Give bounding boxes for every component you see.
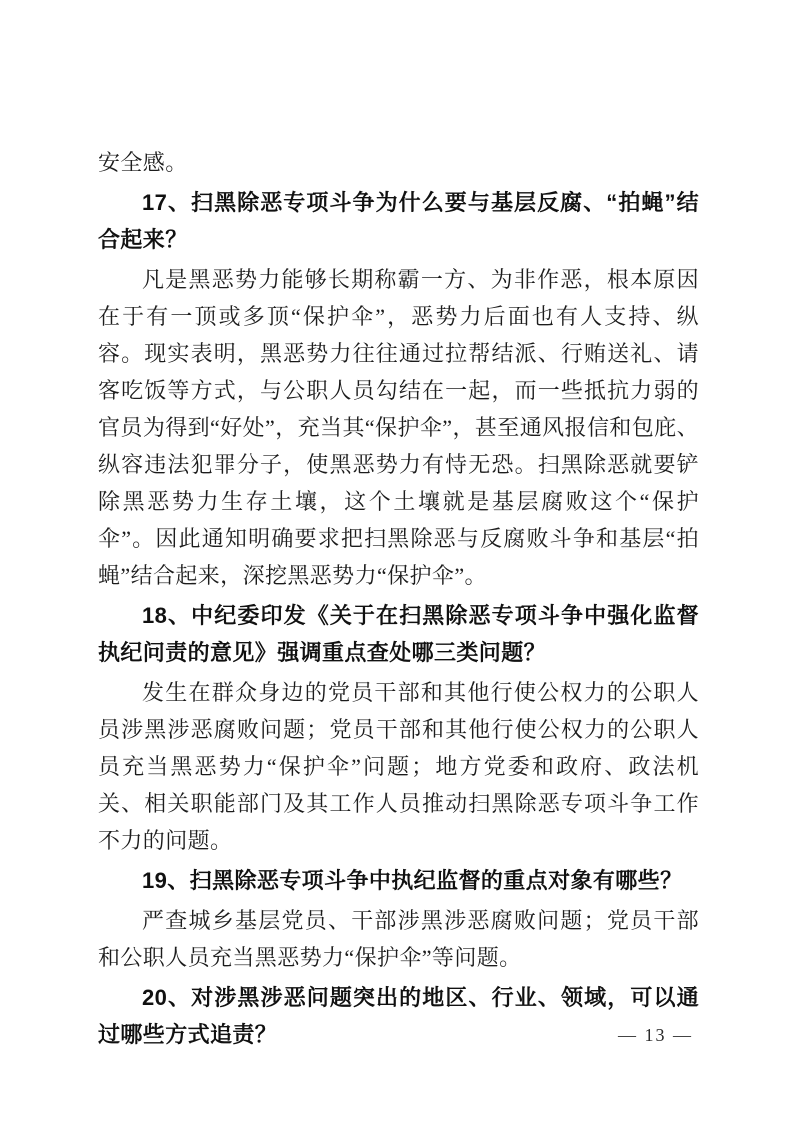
question-heading-20: 20、对涉黑涉恶问题突出的地区、行业、领域，可以通过哪些方式追责？ [98, 985, 699, 1047]
question-heading-18: 18、中纪委印发《关于在扫黑除恶专项斗争中强化监督执纪问责的意见》强调重点查处哪三类问题？ [98, 603, 699, 665]
document-text-block [98, 144, 699, 1056]
page-number: — 13 — [618, 1025, 693, 1045]
paragraph-continuation: 安全感。 [98, 150, 188, 175]
question-heading-19: 19、扫黑除恶专项斗争中执纪监督的重点对象有哪些？ [142, 868, 683, 893]
question-heading-17: 17、扫黑除恶专项斗争为什么要与基层反腐、“拍蝇”结合起来？ [98, 190, 699, 252]
answer-paragraph-18: 发生在群众身边的党员干部和其他行使公权力的公职人员涉黑涉恶腐败问题；党员干部和其他行使公权力的公职人员充当黑恶势力“保护伞”问题；地方党委和政府、政法机关、相关职能部门及其工作人员推动扫黑除恶专项斗争工作不力的问题。 [98, 680, 699, 853]
answer-paragraph-19: 严查城乡基层党员、干部涉黑涉恶腐败问题；党员干部和公职人员充当黑恶势力“保护伞”等问题。 [98, 908, 699, 970]
answer-paragraph-17: 凡是黑恶势力能够长期称霸一方、为非作恶，根本原因在于有一顶或多顶“保护伞”，恶势力后面也有人支持、纵容。现实表明，黑恶势力往往通过拉帮结派、行贿送礼、请客吃饭等方式，与公职人员勾结在一起，而一些抵抗力弱的官员为得到“好处”，充当其“保护伞”，甚至通风报信和包庇、纵容违法犯罪分子，使黑恶势力有恃无恐。扫黑除恶就要铲除黑恶势力生存土壤，这个土壤就是基层腐败这个“保护伞”。因此通知明确要求把扫黑除恶与反腐败斗争和基层“拍蝇”结合起来，深挖黑恶势力“保护伞”。 [98, 267, 699, 588]
